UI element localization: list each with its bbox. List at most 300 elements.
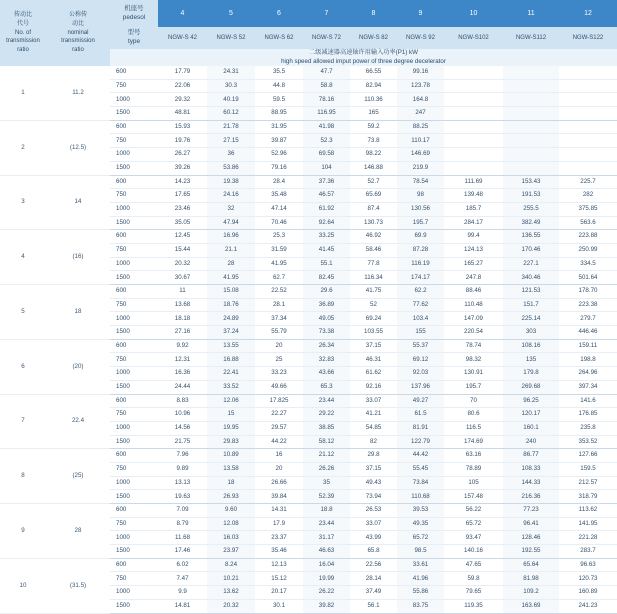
power-value-cell: 59.5 [255,93,303,107]
power-value-cell: 98.32 [444,353,503,367]
speed-cell: 750 [110,134,158,148]
power-value-cell: 10.96 [158,408,207,422]
power-value-cell: 37.15 [350,339,397,353]
power-value-cell: 155 [397,326,444,340]
power-value-cell [503,120,559,134]
ratio-group [0,66,617,120]
power-value-cell: 29.22 [303,408,350,422]
speed-cell: 600 [110,285,158,299]
power-value-cell: 121.53 [503,285,559,299]
power-value-cell: 92.64 [303,216,350,230]
type-header: NGW-S102 [444,27,503,49]
power-value-cell: 46.63 [303,545,350,559]
size-header: 8 [350,0,397,27]
power-value-cell: 58.12 [303,435,350,449]
power-value-cell: 24.44 [158,380,207,394]
power-value-cell: 96.25 [503,394,559,408]
speed-cell: 750 [110,189,158,203]
power-value-cell: 44.22 [255,435,303,449]
power-value-cell: 27.15 [207,134,255,148]
power-value-cell: 30.3 [207,79,255,93]
power-value-cell: 79.16 [255,161,303,175]
size-header: 6 [255,0,303,27]
power-value-cell: 98.5 [397,545,444,559]
power-value-cell: 179.8 [503,367,559,381]
power-value-cell: 23.46 [158,202,207,216]
power-value-cell: 108.33 [503,462,559,476]
speed-cell: 750 [110,243,158,257]
power-value-cell: 37.15 [350,462,397,476]
power-value-cell: 21.75 [158,435,207,449]
power-value-cell: 96.41 [503,517,559,531]
power-value-cell [444,66,503,79]
power-value-cell: 159.5 [559,462,617,476]
power-value-cell: 47.7 [303,66,350,79]
power-value-cell: 212.57 [559,476,617,490]
power-value-cell: 127.66 [559,449,617,463]
power-value-cell: 116.95 [303,107,350,121]
speed-cell: 1500 [110,326,158,340]
speed-cell: 1000 [110,148,158,162]
power-value-cell: 219.9 [397,161,444,175]
power-value-cell: 26.26 [303,462,350,476]
type-header: NGW-S 52 [207,27,255,49]
power-value-cell: 21.78 [207,120,255,134]
power-value-cell: 37.24 [207,326,255,340]
power-value-cell: 32 [207,202,255,216]
power-value-cell: 303 [503,326,559,340]
power-title: 二级减速器高速轴许用输入功率(P1) kW high speed allowed imput power of three degree decelerator [110,49,617,66]
speed-cell: 600 [110,449,158,463]
power-value-cell: 163.69 [503,599,559,613]
power-value-cell: 165 [350,107,397,121]
power-value-cell: 21.12 [303,449,350,463]
power-value-cell [444,161,503,175]
power-value-cell: 113.62 [559,504,617,518]
speed-cell: 1000 [110,93,158,107]
speed-cell: 1000 [110,531,158,545]
power-value-cell: 35.48 [255,189,303,203]
power-value-cell: 20.32 [207,599,255,613]
power-value-cell: 16.03 [207,531,255,545]
power-value-cell: 73.8 [350,134,397,148]
power-value-cell: 19.95 [207,421,255,435]
power-value-cell: 18 [207,476,255,490]
power-value-cell: 32.83 [303,353,350,367]
power-value-cell: 22.56 [350,558,397,572]
power-value-cell: 16 [255,449,303,463]
power-value-cell: 81.91 [397,421,444,435]
power-value-cell: 19.63 [158,490,207,504]
power-value-cell: 73.38 [303,326,350,340]
power-value-cell: 60.12 [207,107,255,121]
power-value-cell: 157.48 [444,490,503,504]
power-value-cell: 33.23 [255,367,303,381]
power-value-cell: 191.53 [503,189,559,203]
nominal-ratio-cell: 11.2 [46,66,110,120]
power-value-cell: 52 [350,298,397,312]
power-value-cell: 23.37 [255,531,303,545]
speed-cell: 600 [110,230,158,244]
power-value-cell: 136.55 [503,230,559,244]
speed-cell: 600 [110,175,158,189]
power-value-cell: 37.49 [350,586,397,600]
power-value-cell: 264.96 [559,367,617,381]
power-value-cell: 53.86 [207,161,255,175]
power-value-cell: 30.1 [255,599,303,613]
power-value-cell: 174.69 [444,435,503,449]
power-value-cell: 221.28 [559,531,617,545]
power-value-cell: 8.79 [158,517,207,531]
power-value-cell: 178.70 [559,285,617,299]
power-value-cell: 29.32 [158,93,207,107]
power-value-cell: 174.17 [397,271,444,285]
power-value-cell: 170.46 [503,243,559,257]
speed-cell: 1500 [110,161,158,175]
power-value-cell: 78.74 [444,339,503,353]
size-header: 10 [444,0,503,27]
power-value-cell: 73.84 [397,476,444,490]
power-value-cell: 44.42 [397,449,444,463]
ratio-no-cell: 7 [0,394,46,449]
power-value-cell: 36 [207,148,255,162]
power-value-cell: 41.45 [303,243,350,257]
power-value-cell [559,66,617,79]
power-value-cell: 111.69 [444,175,503,189]
power-value-cell: 78.16 [303,93,350,107]
power-value-cell: 103.4 [397,312,444,326]
power-value-cell [559,161,617,175]
ratio-no-cell: 2 [0,120,46,175]
power-value-cell [444,148,503,162]
power-value-cell: 116.34 [350,271,397,285]
power-value-cell: 43.99 [350,531,397,545]
power-value-cell: 22.06 [158,79,207,93]
power-value-cell: 216.36 [503,490,559,504]
size-header: 5 [207,0,255,27]
speed-cell: 1500 [110,271,158,285]
power-value-cell: 99.16 [397,66,444,79]
power-value-cell: 15.08 [207,285,255,299]
power-value-cell: 353.52 [559,435,617,449]
power-value-cell: 11.68 [158,531,207,545]
power-value-cell: 77.23 [503,504,559,518]
power-value-cell: 23.44 [303,517,350,531]
power-value-cell: 70.46 [255,216,303,230]
type-label: 型号 type [110,27,158,49]
power-value-cell: 69.12 [397,353,444,367]
power-value-cell [559,79,617,93]
power-value-cell: 16.36 [158,367,207,381]
speed-cell: 1500 [110,107,158,121]
power-value-cell: 15.44 [158,243,207,257]
power-value-cell: 61.5 [397,408,444,422]
power-value-cell: 9.9 [158,586,207,600]
ratio-no-cell: 6 [0,339,46,394]
ratio-group [0,394,617,449]
power-value-cell: 92.16 [350,380,397,394]
power-value-cell: 44.8 [255,79,303,93]
power-value-cell: 26.34 [303,339,350,353]
nominal-ratio-cell: 18 [46,285,110,340]
power-value-cell: 19.76 [158,134,207,148]
power-value-cell: 58.8 [303,79,350,93]
power-value-cell: 59.8 [444,572,503,586]
power-value-cell: 24.16 [207,189,255,203]
power-value-cell: 185.7 [444,202,503,216]
power-value-cell: 65.72 [397,531,444,545]
power-value-cell: 146.69 [397,148,444,162]
speed-cell: 750 [110,408,158,422]
nominal-ratio-cell: (16) [46,230,110,285]
power-value-cell: 69.24 [350,312,397,326]
power-value-cell: 55.79 [255,326,303,340]
table-row [0,175,617,189]
power-value-cell: 382.49 [503,216,559,230]
power-value-cell: 55.1 [303,257,350,271]
power-value-cell: 69.58 [303,148,350,162]
power-value-cell: 120.73 [559,572,617,586]
power-value-cell: 33.07 [350,394,397,408]
power-value-cell: 255.5 [503,202,559,216]
speed-cell: 600 [110,66,158,79]
power-value-cell: 159.11 [559,339,617,353]
power-value-cell: 65.72 [444,517,503,531]
power-value-cell: 397.34 [559,380,617,394]
power-value-cell: 98 [397,189,444,203]
power-value-cell: 37.36 [303,175,350,189]
power-value-cell: 78.89 [444,462,503,476]
power-value-cell: 139.48 [444,189,503,203]
power-value-cell: 62.7 [255,271,303,285]
power-value-cell: 33.25 [303,230,350,244]
power-value-cell [503,93,559,107]
power-value-cell: 28.14 [350,572,397,586]
power-value-cell: 35.46 [255,545,303,559]
power-value-cell: 119.35 [444,599,503,613]
power-value-cell [559,93,617,107]
power-value-cell: 225.14 [503,312,559,326]
power-value-cell: 124.13 [444,243,503,257]
ratio-group [0,175,617,230]
power-value-cell [444,134,503,148]
power-value-cell: 18.18 [158,312,207,326]
power-value-cell: 13.68 [158,298,207,312]
power-value-cell [559,148,617,162]
power-value-cell: 35 [303,476,350,490]
power-value-cell: 17.46 [158,545,207,559]
power-value-cell: 56.1 [350,599,397,613]
size-header: 9 [397,0,444,27]
power-value-cell: 340.46 [503,271,559,285]
power-value-cell: 16.88 [207,353,255,367]
power-value-cell: 14.81 [158,599,207,613]
power-value-cell: 39.26 [158,161,207,175]
nominal-ratio-cell: (12.5) [46,120,110,175]
power-value-cell: 41.75 [350,285,397,299]
power-value-cell: 61.62 [350,367,397,381]
power-value-cell: 58.46 [350,243,397,257]
speed-cell: 1000 [110,202,158,216]
power-value-cell: 165.27 [444,257,503,271]
power-value-cell: 110.48 [444,298,503,312]
power-value-cell: 41.95 [255,257,303,271]
speed-cell: 750 [110,353,158,367]
power-value-cell: 65.8 [350,545,397,559]
power-value-cell: 241.23 [559,599,617,613]
power-value-cell: 29.57 [255,421,303,435]
power-value-cell: 26.27 [158,148,207,162]
power-value-cell: 88.95 [255,107,303,121]
power-value-cell: 17.65 [158,189,207,203]
power-value-cell: 25.3 [255,230,303,244]
power-value-cell: 12.31 [158,353,207,367]
power-value-cell: 55.37 [397,339,444,353]
ratio-no-cell: 9 [0,504,46,559]
power-value-cell: 116.19 [397,257,444,271]
speed-cell: 1500 [110,216,158,230]
power-value-cell: 41.95 [207,271,255,285]
power-value-cell: 82.94 [350,79,397,93]
power-value-cell: 108.16 [503,339,559,353]
ratio-group [0,449,617,504]
power-value-cell: 104 [303,161,350,175]
power-value-cell: 19.38 [207,175,255,189]
power-value-cell: 87.4 [350,202,397,216]
power-value-cell: 195.7 [444,380,503,394]
table-row [0,120,617,134]
power-value-cell: 52.39 [303,490,350,504]
nominal-ratio-cell: 28 [46,504,110,559]
power-value-cell: 220.54 [444,326,503,340]
speed-cell: 1000 [110,312,158,326]
power-value-cell: 130.56 [397,202,444,216]
power-value-cell: 147.09 [444,312,503,326]
speed-cell: 1500 [110,490,158,504]
power-value-cell: 26.53 [350,504,397,518]
power-value-cell: 195.7 [397,216,444,230]
speed-cell: 750 [110,462,158,476]
power-value-cell: 92.03 [397,367,444,381]
type-header: NGW-S112 [503,27,559,49]
power-value-cell: 86.77 [503,449,559,463]
power-value-cell: 27.16 [158,326,207,340]
power-value-cell: 52.3 [303,134,350,148]
speed-cell: 600 [110,394,158,408]
power-value-cell: 146.88 [350,161,397,175]
power-value-cell: 79.65 [444,586,503,600]
power-value-cell: 283.7 [559,545,617,559]
power-value-cell: 151.7 [503,298,559,312]
ratio-group [0,504,617,559]
power-value-cell: 36.89 [303,298,350,312]
power-value-cell: 28 [207,257,255,271]
power-value-cell: 20 [255,339,303,353]
power-value-cell: 135 [503,353,559,367]
power-value-cell: 128.46 [503,531,559,545]
power-value-cell [503,161,559,175]
power-value-cell [559,107,617,121]
speed-cell: 600 [110,339,158,353]
power-value-cell: 120.17 [503,408,559,422]
power-value-cell: 12.06 [207,394,255,408]
power-value-cell: 93.47 [444,531,503,545]
power-value-cell: 240 [503,435,559,449]
power-value-cell [503,107,559,121]
power-value-cell: 375.85 [559,202,617,216]
size-header: 11 [503,0,559,27]
power-value-cell [559,134,617,148]
power-value-cell: 105 [444,476,503,490]
power-value-cell: 39.82 [303,599,350,613]
power-value-cell: 65.69 [350,189,397,203]
power-value-cell: 9.89 [158,462,207,476]
ratio-no-cell: 10 [0,558,46,613]
speed-cell: 750 [110,79,158,93]
power-value-cell: 47.65 [444,558,503,572]
type-header: NGW-S122 [559,27,617,49]
power-value-cell: 41.96 [397,572,444,586]
ratio-group [0,339,617,394]
power-value-cell: 10.21 [207,572,255,586]
power-value-cell: 23.97 [207,545,255,559]
ratio-no-cell: 1 [0,66,46,120]
power-value-cell: 46.92 [350,230,397,244]
power-value-cell: 26.93 [207,490,255,504]
power-value-cell: 116.5 [444,421,503,435]
power-value-cell: 13.13 [158,476,207,490]
table-row [0,558,617,572]
nominal-ratio-cell: 22.4 [46,394,110,449]
power-value-cell: 130.91 [444,367,503,381]
power-value-cell: 38.85 [303,421,350,435]
power-value-cell: 17.9 [255,517,303,531]
power-value-cell: 24.89 [207,312,255,326]
power-value-cell: 49.43 [350,476,397,490]
power-value-cell: 7.96 [158,449,207,463]
power-value-cell: 52.96 [255,148,303,162]
power-value-cell: 77.8 [350,257,397,271]
speed-cell: 600 [110,558,158,572]
power-value-cell: 122.79 [397,435,444,449]
size-header: 7 [303,0,350,27]
power-value-cell: 99.4 [444,230,503,244]
nominal-ratio-cell: 14 [46,175,110,230]
power-value-cell [444,107,503,121]
power-value-cell: 164.8 [397,93,444,107]
nominal-ratio-cell: (25) [46,449,110,504]
type-header: NGW-S 82 [350,27,397,49]
power-value-cell: 26.22 [303,586,350,600]
table-header [0,0,617,66]
power-value-cell: 33.07 [350,517,397,531]
speed-cell: 750 [110,572,158,586]
power-value-cell: 52.7 [350,175,397,189]
ratio-no-cell: 3 [0,175,46,230]
table-row [0,339,617,353]
power-value-cell: 31.17 [303,531,350,545]
table-row [0,504,617,518]
power-value-cell: 49.27 [397,394,444,408]
power-value-cell [503,134,559,148]
power-value-cell: 18.8 [303,504,350,518]
power-value-cell: 223.38 [559,298,617,312]
power-value-cell: 98.22 [350,148,397,162]
power-value-cell: 96.63 [559,558,617,572]
power-value-cell: 110.17 [397,134,444,148]
nominal-ratio-header: 公称传 动比 nominal transmission ratio [46,0,110,66]
power-value-cell: 284.17 [444,216,503,230]
